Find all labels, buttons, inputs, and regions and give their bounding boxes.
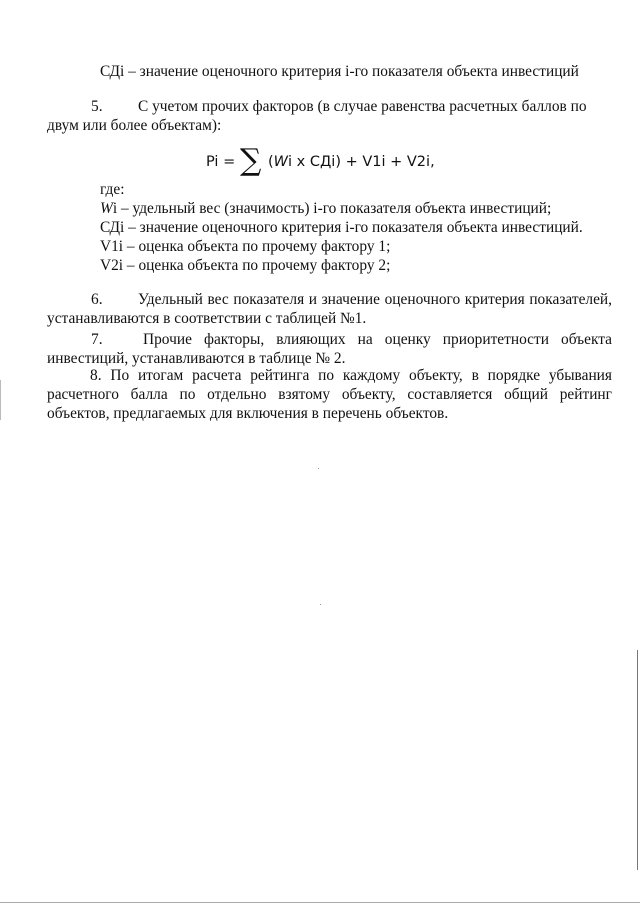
formula-open-paren: ( <box>268 154 274 170</box>
sigma-symbol: ∑ <box>240 143 262 178</box>
formula-rhs-rest: i x СДi) + V1i + V2i, <box>288 154 435 170</box>
item-8-line-2: расчетного балла по отдельно взятому объекту, составляется общий рейтинг <box>47 386 612 403</box>
item-5-number: 5. <box>91 98 103 115</box>
scan-edge-left <box>0 380 1 420</box>
item-7-line-1: Прочие факторы, влияющих на оценку приоритетности объекта <box>143 331 612 348</box>
formula-lhs: Pi = <box>206 154 236 170</box>
item-8-line-1: 8. По итогам расчета рейтинга по каждому объекту, в порядке убывания <box>90 367 612 384</box>
definition-w-text: i – удельный вес (значимость) i-го показателя объекта инвестиций; <box>112 200 552 217</box>
item-6-number: 6. <box>91 291 103 308</box>
item-8-line-3: объектов, предлагаемых для включения в перечень объектов. <box>47 405 449 422</box>
definition-w-symbol: W <box>100 200 113 217</box>
sdi-definition-intro: СДi – значение оценочного критерия i-го показателя объекта инвестиций <box>100 63 579 80</box>
item-7-line-2: инвестиций, устанавливаются в таблице № 2. <box>47 350 346 367</box>
item-6-line-1: Удельный вес показателя и значение оценочного критерия показателей, <box>138 291 612 308</box>
definition-w <box>100 199 551 218</box>
item-5-line-1: С учетом прочих факторов (в случае равенства расчетных баллов по <box>138 98 587 115</box>
scan-edge-right <box>637 650 638 870</box>
definition-v1i: V1i – оценка объекта по прочему фактору 1; <box>100 238 391 255</box>
item-6-line-2: устанавливаются в соответствии с таблицей №1. <box>47 310 367 327</box>
definition-v2i: V2i – оценка объекта по прочему фактору 2; <box>100 257 391 274</box>
scan-edge-bottom <box>0 902 640 903</box>
definition-sdi: СДi – значение оценочного критерия i-го показателя объекта инвестиций. <box>100 219 583 236</box>
scan-speck <box>320 604 321 605</box>
item-5-line-2: двум или более объектам): <box>47 117 222 134</box>
scan-speck <box>318 468 319 469</box>
formula-rhs <box>268 153 435 172</box>
item-7-number: 7. <box>91 331 103 348</box>
formula-w-symbol: W <box>273 154 289 170</box>
where-label: где: <box>100 181 125 198</box>
